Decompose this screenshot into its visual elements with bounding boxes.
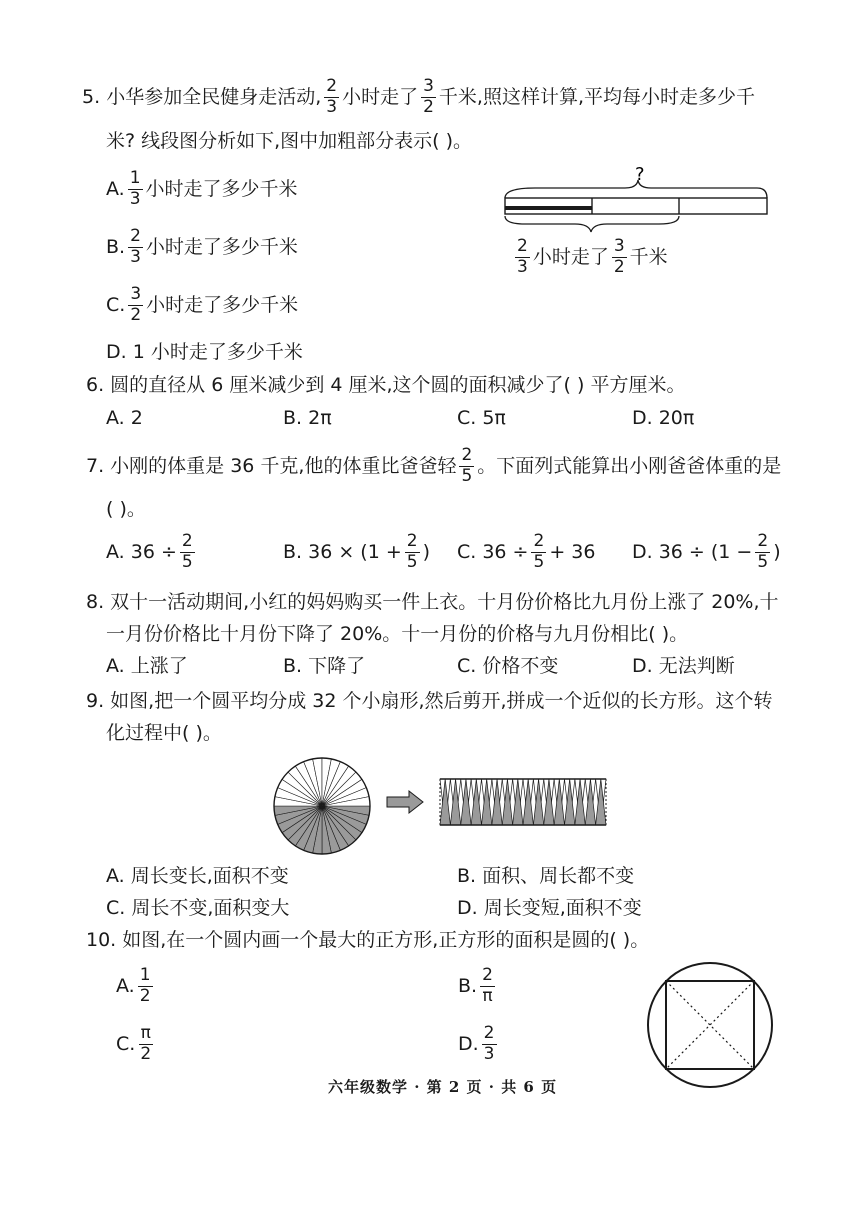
q5-option-d[interactable]: D. 1 小时走了多少千米 — [106, 341, 303, 363]
q9-option-a[interactable]: A. 周长变长,面积不变 — [106, 865, 289, 887]
q9-stem-line1: 9. 如图,把一个圆平均分成 32 个小扇形,然后剪开,拼成一个近似的长方形。这个转 — [86, 690, 773, 712]
numerator: 2 — [482, 965, 493, 985]
denominator: 2 — [140, 1043, 152, 1064]
numerator: 1 — [129, 168, 141, 188]
q5-fraction-1 — [324, 78, 339, 117]
q7-option-b[interactable] — [283, 533, 430, 572]
q5-stem-line2: 米? 线段图分析如下,图中加粗部分表示( )。 — [106, 130, 473, 152]
q5-diagram-label — [512, 238, 668, 277]
numerator: 3 — [613, 236, 625, 256]
numerator: π — [140, 1023, 151, 1043]
q7-b-fraction — [405, 533, 420, 572]
q5-text-2: 小时走了 — [342, 85, 419, 108]
numerator: 2 — [181, 531, 193, 551]
option-label: A. — [116, 974, 135, 997]
q7-stem-line2: ( )。 — [106, 498, 146, 520]
q7-text-1: 7. 小刚的体重是 36 千克,他的体重比爸爸轻 — [86, 454, 457, 477]
option-label: D. — [458, 1032, 479, 1055]
numerator: 3 — [423, 76, 434, 96]
q6-option-a[interactable]: A. 2 — [106, 407, 143, 429]
q5-number: 5. — [82, 85, 101, 108]
option-label: A. — [106, 177, 125, 200]
option-text: A. 36 ÷ — [106, 540, 177, 563]
q7-fraction — [459, 447, 474, 486]
q8-option-a[interactable]: A. 上涨了 — [106, 655, 188, 677]
q7-option-d[interactable] — [632, 533, 781, 572]
diagram-text-2: 千米 — [629, 245, 668, 268]
q10-stem: 10. 如图,在一个圆内画一个最大的正方形,正方形的面积是圆的( )。 — [86, 929, 650, 951]
denominator: π — [482, 985, 493, 1006]
denominator: 5 — [181, 551, 193, 572]
q5-diagram-fraction-1 — [515, 238, 530, 277]
option-text: D. 36 ÷ (1 − — [632, 540, 753, 563]
q5-option-b[interactable] — [106, 228, 298, 267]
q9-option-b[interactable]: B. 面积、周长都不变 — [457, 865, 635, 887]
option-label: B. — [106, 235, 126, 258]
q8-option-b[interactable]: B. 下降了 — [283, 655, 366, 677]
q5-fraction-2 — [421, 78, 436, 117]
q5-segment-diagram — [495, 160, 795, 220]
q10-option-d[interactable] — [458, 1025, 500, 1064]
q7-stem-line1 — [86, 447, 781, 486]
denominator: 3 — [483, 1043, 495, 1064]
q5-diagram-fraction-2 — [612, 238, 627, 277]
denominator: 3 — [517, 256, 528, 277]
q6-stem: 6. 圆的直径从 6 厘米减少到 4 厘米,这个圆的面积减少了( ) 平方厘米。 — [86, 374, 686, 396]
q10-option-c[interactable] — [116, 1025, 156, 1064]
q9-rectangle-sectors — [438, 777, 608, 827]
denominator: 2 — [423, 96, 434, 117]
option-label: C. — [116, 1032, 136, 1055]
q10-option-a[interactable] — [116, 967, 156, 1006]
q5-brace-bottom — [505, 216, 679, 232]
q5-option-c[interactable] — [106, 286, 298, 325]
option-text: 小时走了多少千米 — [145, 235, 298, 258]
option-label: C. — [106, 293, 126, 316]
denominator: 3 — [129, 188, 141, 209]
q8-stem-line2: 一月份价格比十月份下降了 20%。十一月份的价格与九月份相比( )。 — [106, 623, 689, 645]
q7-option-a[interactable] — [106, 533, 198, 572]
q7-a-fraction — [180, 533, 195, 572]
q9-option-c[interactable]: C. 周长不变,面积变大 — [106, 897, 290, 919]
numerator: 2 — [483, 1023, 495, 1043]
numerator: 2 — [757, 531, 769, 551]
numerator: 3 — [130, 284, 142, 304]
q8-option-c[interactable]: C. 价格不变 — [457, 655, 559, 677]
option-text-end: ) — [422, 540, 430, 563]
q5-text-3: 千米,照这样计算,平均每小时走多少千 — [438, 85, 755, 108]
q5-b-fraction — [128, 228, 143, 267]
denominator: 5 — [757, 551, 769, 572]
q7-text-2: 。下面列式能算出小刚爸爸体重的是 — [477, 454, 782, 477]
q5-a-fraction — [128, 170, 143, 209]
option-label: B. — [458, 974, 478, 997]
numerator: 2 — [406, 531, 418, 551]
q10-c-fraction — [138, 1025, 153, 1064]
arrow-right-icon — [385, 790, 425, 814]
numerator: 1 — [139, 965, 151, 985]
q10-d-fraction — [482, 1025, 497, 1064]
diagram-text-1: 小时走了 — [532, 245, 609, 268]
denominator: 3 — [130, 246, 141, 267]
q6-option-c[interactable]: C. 5π — [457, 407, 506, 429]
q5-c-fraction — [128, 286, 143, 325]
option-text: B. 36 × (1 + — [283, 540, 402, 563]
q5-question-mark: ? — [635, 164, 645, 185]
denominator: 2 — [139, 985, 151, 1006]
denominator: 2 — [613, 256, 625, 277]
numerator: 2 — [517, 236, 528, 256]
denominator: 3 — [326, 96, 338, 117]
q5-option-a[interactable] — [106, 170, 298, 209]
page-footer: 六年级数学 · 第 2 页 · 共 6 页 — [328, 1078, 558, 1096]
option-text: C. 36 ÷ — [457, 540, 529, 563]
q9-circle-sectors — [272, 756, 372, 856]
q10-circle-square-figure — [645, 960, 775, 1090]
denominator: 2 — [130, 304, 142, 325]
denominator: 5 — [406, 551, 418, 572]
q10-option-b[interactable] — [458, 967, 498, 1006]
q5-stem-line1 — [82, 78, 755, 117]
numerator: 2 — [533, 531, 545, 551]
q10-a-fraction — [138, 967, 153, 1006]
numerator: 2 — [461, 445, 473, 465]
numerator: 2 — [130, 226, 141, 246]
option-text: 小时走了多少千米 — [145, 177, 298, 200]
option-text-end: ) — [773, 540, 781, 563]
q6-option-b[interactable]: B. 2π — [283, 407, 332, 429]
denominator: 5 — [533, 551, 545, 572]
q7-d-fraction — [755, 533, 770, 572]
option-text-end: + 36 — [549, 540, 596, 563]
q10-b-fraction — [480, 967, 495, 1006]
numerator: 2 — [326, 76, 338, 96]
q7-c-fraction — [531, 533, 546, 572]
q8-stem-line1: 8. 双十一活动期间,小红的妈妈购买一件上衣。十月份价格比九月份上涨了 20%,十 — [86, 591, 779, 613]
q6-option-d[interactable]: D. 20π — [632, 407, 695, 429]
q9-stem-line2: 化过程中( )。 — [106, 722, 222, 744]
q8-option-d[interactable]: D. 无法判断 — [632, 655, 735, 677]
option-text: 小时走了多少千米 — [146, 293, 299, 316]
q9-option-d[interactable]: D. 周长变短,面积不变 — [457, 897, 642, 919]
q7-option-c[interactable] — [457, 533, 595, 572]
q5-text-1: 小华参加全民健身走活动, — [106, 85, 322, 108]
denominator: 5 — [461, 465, 473, 486]
